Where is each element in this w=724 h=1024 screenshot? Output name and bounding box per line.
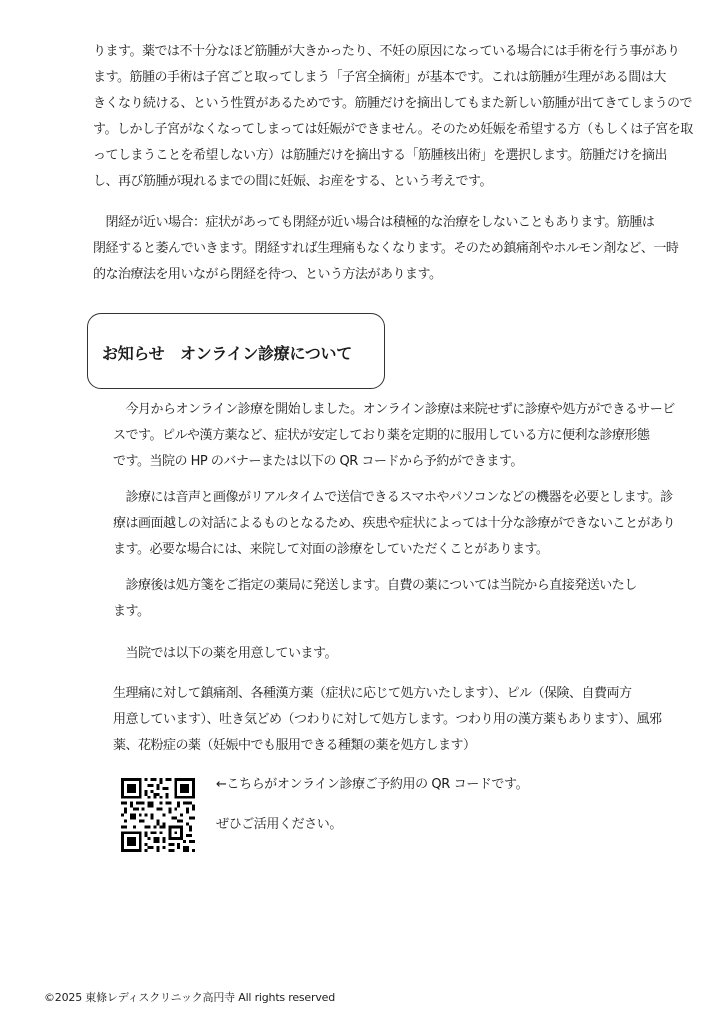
text-line: 的な治療法を用いながら閉経を待つ、という方法があります。 [93,267,442,282]
paragraph-online-intro [113,397,693,475]
text-line: きくなり続ける、という性質があるためです。筋腫だけを摘出してもまた新しい筋腫が出てきてしまうので [93,96,692,111]
text-line: スです。ピルや漢方薬など、症状が安定しており薬を定期的に服用している方に便利な診療形態 [113,428,650,443]
paragraph-near-menopause [93,210,693,288]
text-line: す。しかし子宮がなくなってしまっては妊娠ができません。そのため妊娠を希望する方（もしくは子宮を取 [93,122,693,137]
text-line: 薬、花粉症の薬（妊娠中でも服用できる種類の薬を処方します） [113,738,476,753]
text-line: 療は画面越しの対話によるものとなるため、疾患や症状によっては十分な診療ができないことがあり [113,516,675,531]
qr-call-to-action: ぜひご活用ください。 [216,817,343,832]
notice-heading-box [87,313,385,389]
text-line: 診療には音声と画像がリアルタイムで送信できるスマホやパソコンなどの機器を必要とします。診 [113,490,673,505]
qr-caption: ←こちらがオンライン診療ご予約用の QR コードです。 [216,777,529,792]
text-line: し、再び筋腫が現れるまでの間に妊娠、お産をする、という考えです。 [93,174,492,189]
text-line: 当院では以下の薬を用意しています。 [113,646,337,661]
text-line: ます。必要な場合には、来院して対面の診療をしていただくことがあります。 [113,542,549,557]
text-line: ます。 [113,604,150,619]
paragraph-prescription-delivery [113,573,693,625]
text-line: ります。薬では不十分なほど筋腫が大きかったり、不妊の原因になっている場合には手術を行う事があり [93,44,680,59]
text-line: ってしまうことを希望しない方）は筋腫だけを摘出する「筋腫核出術」を選択します。筋腫だけを摘出 [93,148,667,163]
text-line: 今月からオンライン診療を開始しました。オンライン診療は来院せずに診療や処方ができるサービ [113,402,675,417]
paragraph-fibroid-surgery [93,39,693,195]
text-line: です。当院の HP のバナーまたは以下の QR コードから予約ができます。 [113,454,523,469]
paragraph-medicine-list [113,681,693,759]
text-line: 用意しています）、吐き気どめ（つわりに対して処方します。つわり用の漢方薬もあります）、風邪 [113,712,662,727]
copyright-footer: ©2025 東條レディスクリニック高円寺 All rights reserved [44,991,335,1004]
text-line: 閉経が近い場合：症状があっても閉経が近い場合は積極的な治療をしないこともあります。筋腫は [93,215,655,230]
text-line: 生理痛に対して鎮痛剤、各種漢方薬（症状に応じて処方いたします）、ピル（保険、自費両方 [113,686,632,701]
notice-title: お知らせ オンライン診療について [102,344,352,363]
text-line: 閉経すると萎んでいきます。閉経すれば生理痛もなくなります。そのため鎮痛剤やホルモン剤など、一時 [93,241,679,256]
text-line: 診療後は処方箋をご指定の薬局に発送します。自費の薬については当院から直接発送いたし [113,578,637,593]
paragraph-available-medicines-intro [113,641,693,667]
text-line: ます。筋腫の手術は子宮ごと取ってしまう「子宮全摘術」が基本です。これは筋腫が生理がある間は大 [93,70,666,85]
paragraph-online-requirements [113,485,693,563]
qr-code-image[interactable] [121,778,195,852]
